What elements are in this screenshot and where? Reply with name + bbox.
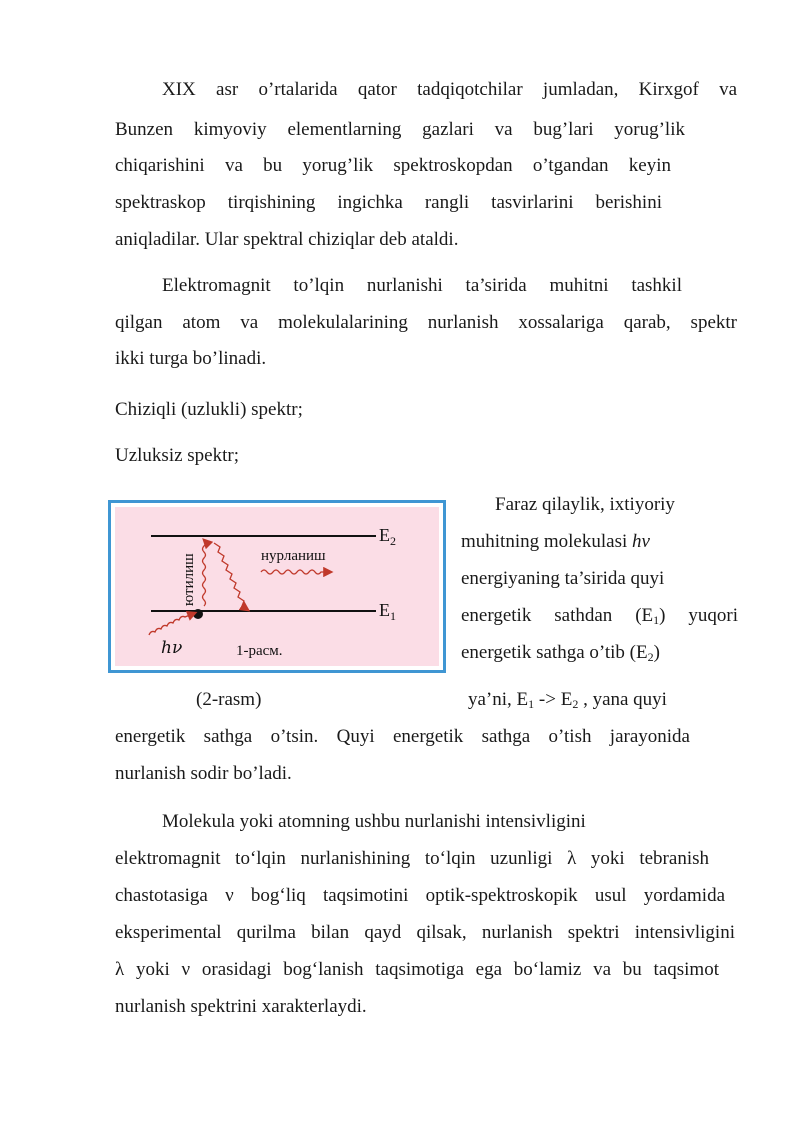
text-line: muhitning molekulasi hν xyxy=(461,531,650,552)
text-line: chiqarishini va bu yorug’lik spektroskopdan o’tgandan keyin xyxy=(115,155,671,176)
figure-reference: (2-rasm) xyxy=(196,689,262,710)
figure-caption: 1-расм. xyxy=(236,643,283,659)
emission-label: нурланиш xyxy=(261,548,326,564)
photon-label: hν xyxy=(161,638,183,658)
absorption-wave-arrow xyxy=(203,540,206,606)
incoming-photon-wave xyxy=(149,613,195,635)
text-line: Bunzen kimyoviy elementlarning gazlari va bug’lari yorug’lik xyxy=(115,119,685,140)
text-line: energetik sathga o’tsin. Quyi energetik sathga o’tish jarayonida xyxy=(115,726,690,747)
text-line: energetik sathga o’tib $(E_2)$ xyxy=(461,642,660,664)
text-line: λ yoki ν orasidagi bog‘lanish taqsimotiga ega bo‘lamiz va bu taqsimot xyxy=(115,959,719,980)
list-item-line-spectrum: Chiziqli (uzlukli) spektr; xyxy=(115,399,303,420)
text-line: qilgan atom va molekulalarining nurlanish xossalariga qarab, spektr xyxy=(115,312,737,333)
text-line: nurlanish spektrini xarakterlaydi. xyxy=(115,996,367,1017)
text-line: chastotasiga ν bog‘liq taqsimotini optik-spektroskopik usul yordamida xyxy=(115,885,725,906)
emitted-photon-wave xyxy=(261,570,331,574)
text-line: nurlanish sodir bo’ladi. xyxy=(115,763,292,784)
text-line: XIX asr o’rtalarida qator tadqiqotchilar jumladan, Kirxgof va xyxy=(162,79,737,100)
text-line: spektraskop tirqishining ingichka rangli tasvirlarini berishini xyxy=(115,192,662,213)
text-line: aniqladilar. Ular spektral chiziqlar deb ataldi. xyxy=(115,229,459,250)
text-line: energetik sathdan $(E_1)$ yuqori xyxy=(461,605,738,627)
text-line: ikki turga bo’linadi. xyxy=(115,348,267,369)
absorption-label: ютилиш xyxy=(181,553,197,606)
particle-dot xyxy=(193,609,203,619)
text-line: Elektromagnit to’lqin nurlanishi ta’sirida muhitni tashkil xyxy=(162,275,682,296)
upper-level-label: $E_2$ xyxy=(379,525,396,548)
text-line: elektromagnit to‘lqin nurlanishining to‘lqin uzunligi λ yoki tebranish xyxy=(115,848,709,869)
lower-level-label: $E_1$ xyxy=(379,600,396,623)
emission-wave-arrow xyxy=(214,543,248,610)
text-line: energiyaning ta’sirida quyi xyxy=(461,568,665,589)
transition-line: ya’ni, $E_1 -> E_2$ , yana quyi xyxy=(468,689,667,711)
energy-level-diagram xyxy=(111,503,443,670)
text-line: Molekula yoki atomning ushbu nurlanishi intensivligini xyxy=(162,811,586,832)
list-item-continuous-spectrum: Uzluksiz spektr; xyxy=(115,445,240,466)
text-line: Faraz qilaylik, ixtiyoriy xyxy=(495,494,675,515)
text-line: eksperimental qurilma bilan qayd qilsak, nurlanish spektri intensivligini xyxy=(115,922,735,943)
energy-level-figure xyxy=(108,500,446,673)
